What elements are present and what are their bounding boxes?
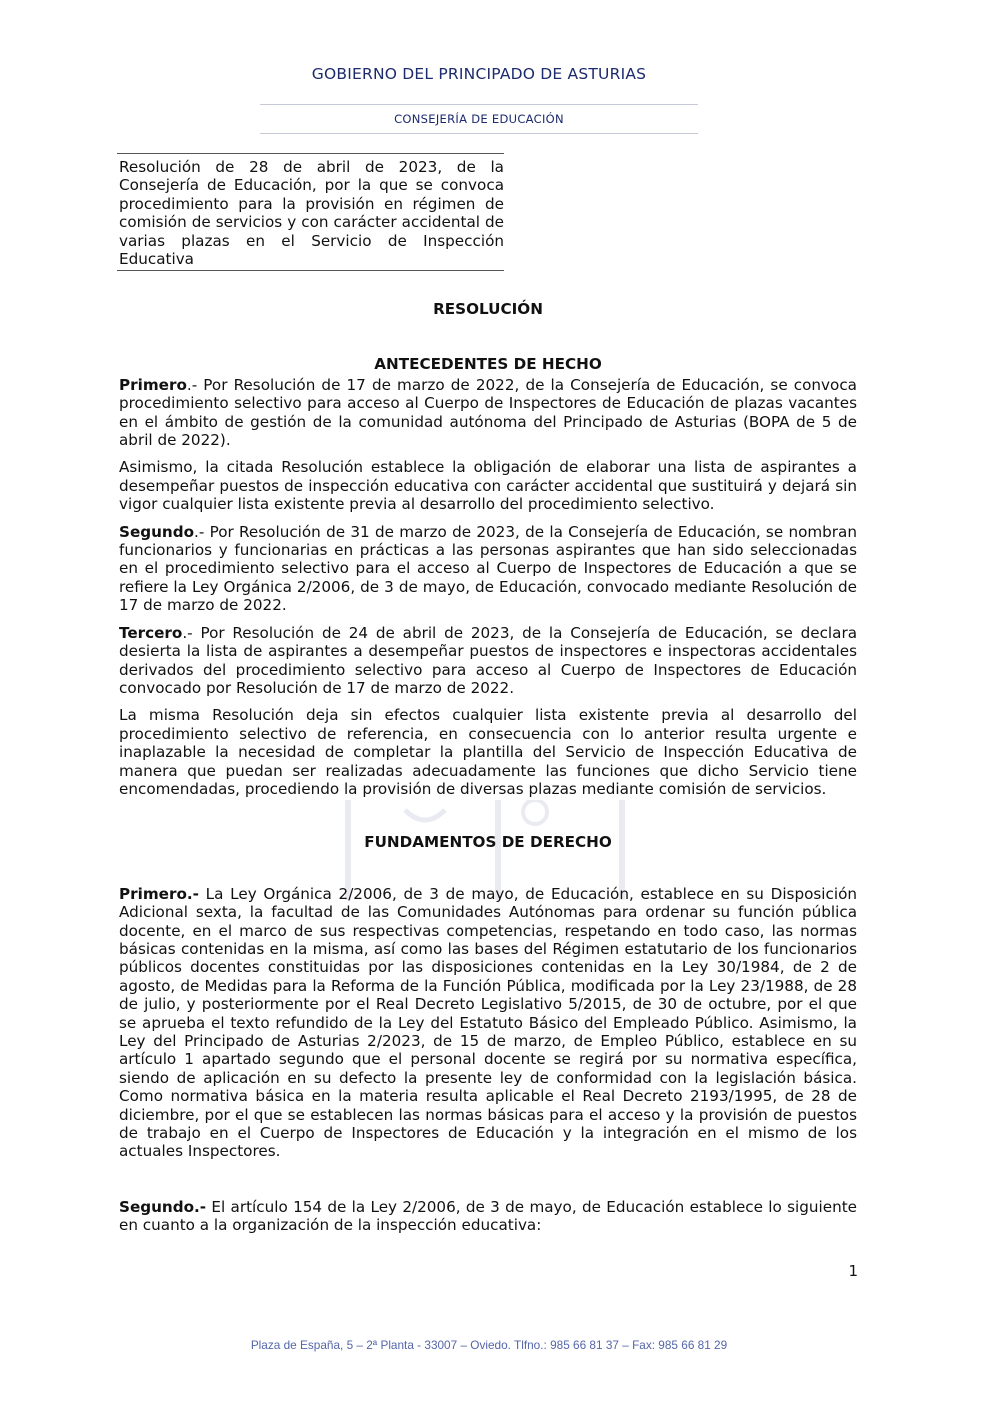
fundamento-primero-text: La Ley Orgánica 2/2006, de 3 de mayo, de Educación, establece en su Disposición Adicional sexta, la facultad de las Comunidades Autónomas para ordenar su función pública docente, en el marco de sus respectivas competencias, respetando en todo caso, las normas básicas contenidas en la misma, así como las bases del Régimen estatutario de los funcionarios públicos docentes constituidas por las disposiciones contenidas en la Ley 30/1984, de 2 de agosto, de Medidas para la Reforma de la Función Pública, modificada por la Ley 23/1988, de 28 de julio, y posteriormente por el Real Decreto Legislativo 5/2015, de 30 de octubre, por el que se aprueba el texto refundido de la Ley del Estatuto Básico del Empleado Público. Asimismo, la Ley del Principado de Asturias 2/2023, de 15 de marzo, de Empleo Público, establece en su artículo 1 apartado segundo que el personal docente se regirá por su normativa específica, siendo de aplicación en su defecto la presente ley de conformidad con la legislación básica. Como normativa básica en la materia resulta aplicable el Real Decreto 2193/1995, de 28 de diciembre, por el que se establecen las normas básicas para el acceso y la provisión de puestos de trabajo en el Cuerpo de Inspectores de Educación y la integración en el mismo de los actuales Inspectores.	[119, 884, 857, 1161]
antecedentes-heading: ANTECEDENTES DE HECHO	[374, 355, 602, 374]
antecedente-tercero-text: .- Por Resolución de 24 de abril de 2023, de la Consejería de Educación, se declara desierta la lista de aspirantes a desempeñar puestos de inspectores e inspectoras accidentales derivados del procedimiento selectivo para acceso al Cuerpo de Inspectores de Educación convocado por Resolución de 17 de marzo de 2022.	[119, 623, 857, 697]
footer-address: Plaza de España, 5 – 2ª Planta - 33007 – Oviedo. Tlfno.: 985 66 81 37 – Fax: 985 66 81 29	[250, 1338, 728, 1352]
antecedente-asimismo: Asimismo, la citada Resolución establece la obligación de elaborar una lista de aspirantes a desempeñar puestos de inspección educativa con carácter accidental que sustituirá y dejará sin vigor cualquier lista existente previa al desarrollo del procedimiento selectivo.	[119, 458, 857, 514]
resolution-heading: RESOLUCIÓN	[433, 300, 543, 318]
antecedente-primero	[119, 376, 857, 450]
header-rule-top	[260, 104, 698, 105]
antecedente-segundo-lead: Segundo	[119, 522, 195, 541]
fundamento-segundo-text: El artículo 154 de la Ley 2/2006, de 3 de mayo, de Educación establece lo siguiente en cuanto a la organización de la inspección educativa:	[119, 1197, 857, 1235]
antecedente-segundo	[119, 523, 857, 615]
fundamento-segundo	[119, 1198, 857, 1235]
header-rule-bottom	[260, 133, 698, 134]
resolution-summary-box	[117, 153, 504, 271]
antecedente-primero-text: .- Por Resolución de 17 de marzo de 2022, de la Consejería de Educación, se convoca procedimiento selectivo para acceso al Cuerpo de Inspectores de Educación de plazas vacantes en el ámbito de gestión de la comunidad autónoma del Principado de Asturias (BOPA de 5 de abril de 2022).	[119, 375, 857, 450]
antecedente-tercero	[119, 624, 857, 698]
department-title: CONSEJERÍA DE EDUCACIÓN	[394, 112, 564, 126]
fundamento-primero	[119, 885, 857, 1161]
antecedente-primero-lead: Primero	[119, 375, 187, 394]
document-body	[119, 300, 857, 1235]
fundamento-primero-lead: Primero.-	[119, 884, 199, 903]
page-number: 1	[848, 1262, 858, 1280]
antecedente-tercero-lead: Tercero	[119, 623, 183, 642]
antecedente-segundo-text: .- Por Resolución de 31 de marzo de 2023, de la Consejería de Educación, se nombran funcionarios y funcionarias en prácticas a las personas aspirantes que han sido seleccionadas en el procedimiento selectivo para el acceso al Cuerpo de Inspectores de Educación a que se refiere la Ley Orgánica 2/2006, de 3 de mayo, de Educación, convocado mediante Resolución de 17 de marzo de 2022.	[119, 522, 857, 615]
resolution-summary: Resolución de 28 de abril de 2023, de la Consejería de Educación, por la que se convoca procedimiento para la provisión en régimen de comisión de servicios y con carácter accidental de varias plazas en el Servicio de Inspección Educativa	[119, 158, 504, 269]
fundamentos-heading: FUNDAMENTOS DE DERECHO	[364, 833, 612, 852]
fundamento-segundo-lead: Segundo.-	[119, 1197, 207, 1216]
antecedente-misma-resolucion: La misma Resolución deja sin efectos cualquier lista existente previa al desarrollo del procedimiento selectivo de referencia, en consecuencia con lo anterior resulta urgente e inaplazable la necesidad de completar la plantilla del Servicio de Inspección Educativa de manera que puedan ser realizadas adecuadamente las funciones que dicho Servicio tiene encomendadas, procediendo la provisión de diversas plazas mediante comisión de servicios.	[119, 706, 857, 798]
government-title: GOBIERNO DEL PRINCIPADO DE ASTURIAS	[311, 65, 647, 83]
